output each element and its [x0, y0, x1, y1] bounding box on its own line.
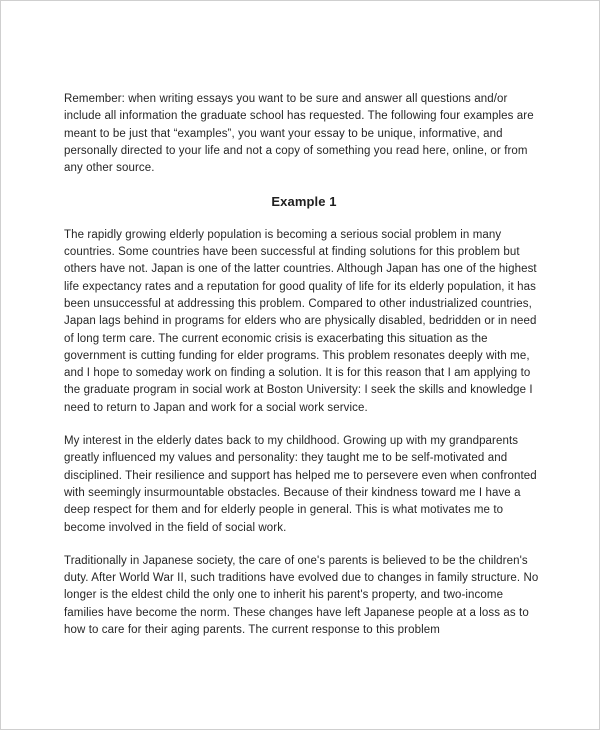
essay-paragraph-1: The rapidly growing elderly population is becoming a serious social problem in many countries. Some countries have been successful at finding solutions for this problem but others have not. Japan is one of the latter countries. Although Japan has one of the highest life expectancy rates and a reputation for good quality of life for its elderly population, it has been unsuccessful at addressing this problem. Compared to other industrialized countries, Japan lags behind in programs for elders who are physically disabled, bedridden or in need of long term care. The current economic crisis is exacerbating this situation as the government is cutting funding for elder programs. This problem resonates deeply with me, and I hope to someday work on finding a solution. It is for this reason that I am applying to the graduate program in social work at Boston University: I seek the skills and knowledge I need to return to Japan and work for a social work service.	[64, 228, 537, 414]
essay-paragraph-2: My interest in the elderly dates back to my childhood. Growing up with my grandparents greatly influenced my values and personality: they taught me to be self-motivated and disciplined. Their resilience and support has helped me to persevere even when confronted with seemingly insurmountable obstacles. Because of their kindness toward me I have a deep respect for them and for elderly people in general. This is what motivates me to become involved in the field of social work.	[64, 435, 537, 534]
example-1-heading: Example 1	[271, 194, 337, 210]
intro-paragraph: Remember: when writing essays you want to be sure and answer all questions and/or include all information the graduate school has requested. The following four examples are meant to be just that “examples”, you want your essay to be unique, informative, and personally directed to your life and not a copy of something you read here, online, or from any other source.	[64, 93, 534, 175]
essay-paragraph-3: Traditionally in Japanese society, the care of one's parents is believed to be the children's duty. After World War II, such traditions have evolved due to changes in family structure. No longer is the eldest child the only one to inherit his parent's property, and two-income families have become the norm. These changes have left Japanese people at a loss as to how to care for their aging parents. The current response to this problem	[64, 554, 539, 637]
document-content	[64, 91, 544, 655]
